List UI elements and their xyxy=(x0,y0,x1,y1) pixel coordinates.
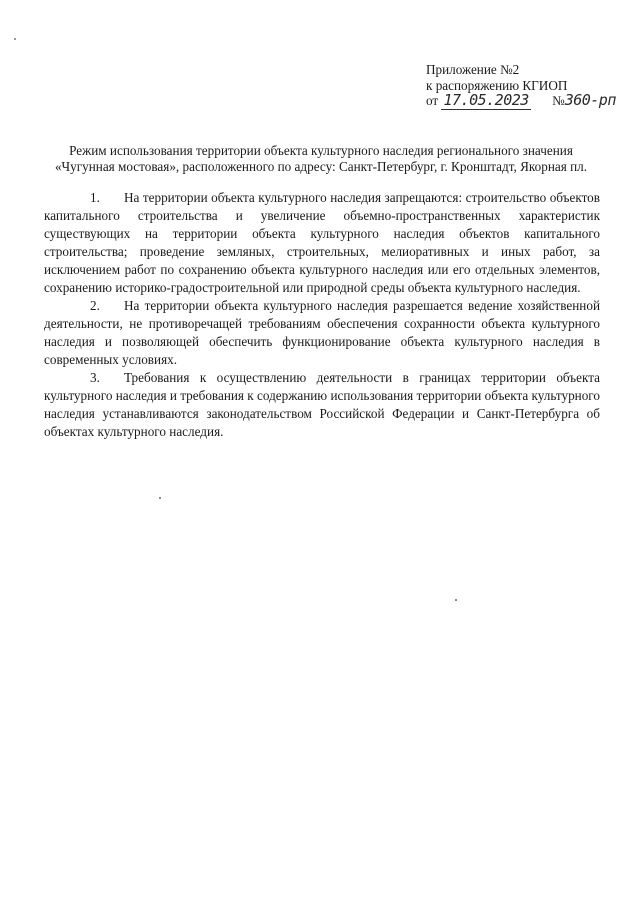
paragraph-number: 2. xyxy=(90,298,100,313)
paragraph-number: 1. xyxy=(90,190,100,205)
paragraph-text: На территории объекта культурного наследия запрещаются: строительство объектов капитального строительства и увеличение объемно-пространственных характеристик существующих на территории объекта культурного наследия объектов капитального строительства; проведение земляных, строительных, мелиоративных и иных работ, за исключением работ по сохранению объекта культурного наследия или его отдельных элементов, сохранению историко-градостроительной или природной среды объекта культурного наследия. xyxy=(44,190,600,295)
paragraph-text: На территории объекта культурного наследия разрешается ведение хозяйственной деятельности, не противоречащей требованиям обеспечения сохранности объекта культурного наследия и позволяющей обеспечить функционирование объекта культурного наследия в современных условиях. xyxy=(44,298,600,367)
paragraph-3 xyxy=(44,369,600,441)
title-line-1: Режим использования территории объекта культурного наследия регионального значения xyxy=(69,143,573,158)
appendix-order-ref: к распоряжению КГИОП xyxy=(426,77,568,93)
appendix-header xyxy=(426,62,616,109)
appendix-date-line xyxy=(426,93,616,109)
document-title xyxy=(40,143,602,175)
handwritten-order-number: 360-рп xyxy=(564,91,616,109)
date-prefix: от xyxy=(426,93,439,108)
appendix-number: Приложение №2 xyxy=(426,62,520,77)
handwritten-date: 17.05.2023 xyxy=(443,91,529,109)
paragraph-number: 3. xyxy=(90,370,100,385)
scan-speck xyxy=(14,38,16,40)
scan-speck xyxy=(159,497,161,499)
paragraph-2 xyxy=(44,297,600,369)
paragraph-1 xyxy=(44,189,600,297)
paragraph-text: Требования к осуществлению деятельности в границах территории объекта культурного наследия и требования к содержанию использования территории объекта культурного наследия устанавливаются законодательством Российской Федерации и Санкт-Петербурга об объектах культурного наследия. xyxy=(44,370,600,439)
title-line-2: «Чугунная мостовая», расположенного по адресу: Санкт-Петербург, г. Кронштадт, Якорная пл. xyxy=(54,159,588,174)
scan-speck xyxy=(455,599,457,601)
number-prefix: № xyxy=(552,93,565,108)
document-body xyxy=(44,189,600,441)
